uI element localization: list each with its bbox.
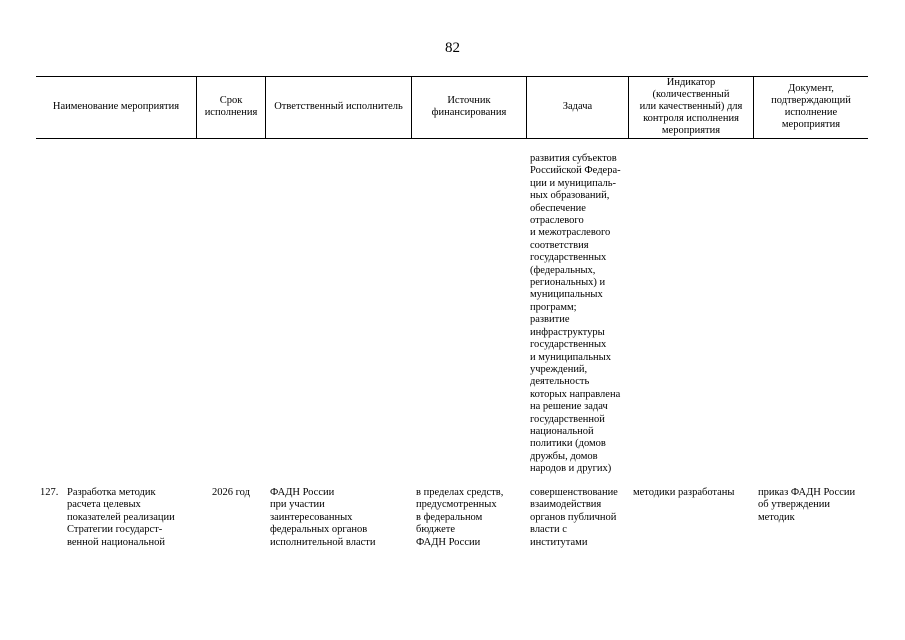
header-task: Задача bbox=[562, 101, 593, 112]
header-funding: Источник финансирования bbox=[431, 95, 507, 118]
row-funding: в пределах средств, предусмотренных в федеральном бюджете ФАДН России bbox=[416, 487, 504, 548]
table-header-rule bbox=[36, 138, 868, 139]
header-document: Документ, подтверждающий исполнение мероприятия bbox=[771, 83, 851, 130]
row-indicator: методики разработаны bbox=[633, 487, 735, 498]
page-number: 82 bbox=[445, 40, 460, 56]
row-task: совершенствование взаимодействия органов публичной власти с институтами bbox=[530, 487, 618, 548]
row-number: 127. bbox=[40, 487, 59, 498]
row-executor: ФАДН России при участии заинтересованных федеральных органов исполнительной власти bbox=[270, 487, 376, 548]
header-deadline: Срок исполнения bbox=[204, 95, 258, 118]
row-deadline: 2026 год bbox=[212, 487, 250, 498]
header-name: Наименование мероприятия bbox=[52, 101, 180, 112]
task-continuation: развития субъектов Российской Федера- ции и муниципаль- ных образований, обеспечение отраслевого и межотраслевого соответствия государственных (федеральных, региональных) и муниципальных программ; развитие инфраструктуры государственных и муниципальных учреждений, деятельность которых направлена на решение задач государственной национальной политики (домов дружбы, домов народов и других) bbox=[530, 153, 621, 475]
header-indicator: Индикатор (количественный или качественный) для контроля исполнения мероприятия bbox=[639, 77, 743, 136]
row-document: приказ ФАДН России об утверждении методик bbox=[758, 487, 856, 523]
row-name: Разработка методик расчета целевых показателей реализации Стратегии государст- венной национальной bbox=[67, 487, 175, 548]
header-executor: Ответственный исполнитель bbox=[274, 101, 403, 112]
